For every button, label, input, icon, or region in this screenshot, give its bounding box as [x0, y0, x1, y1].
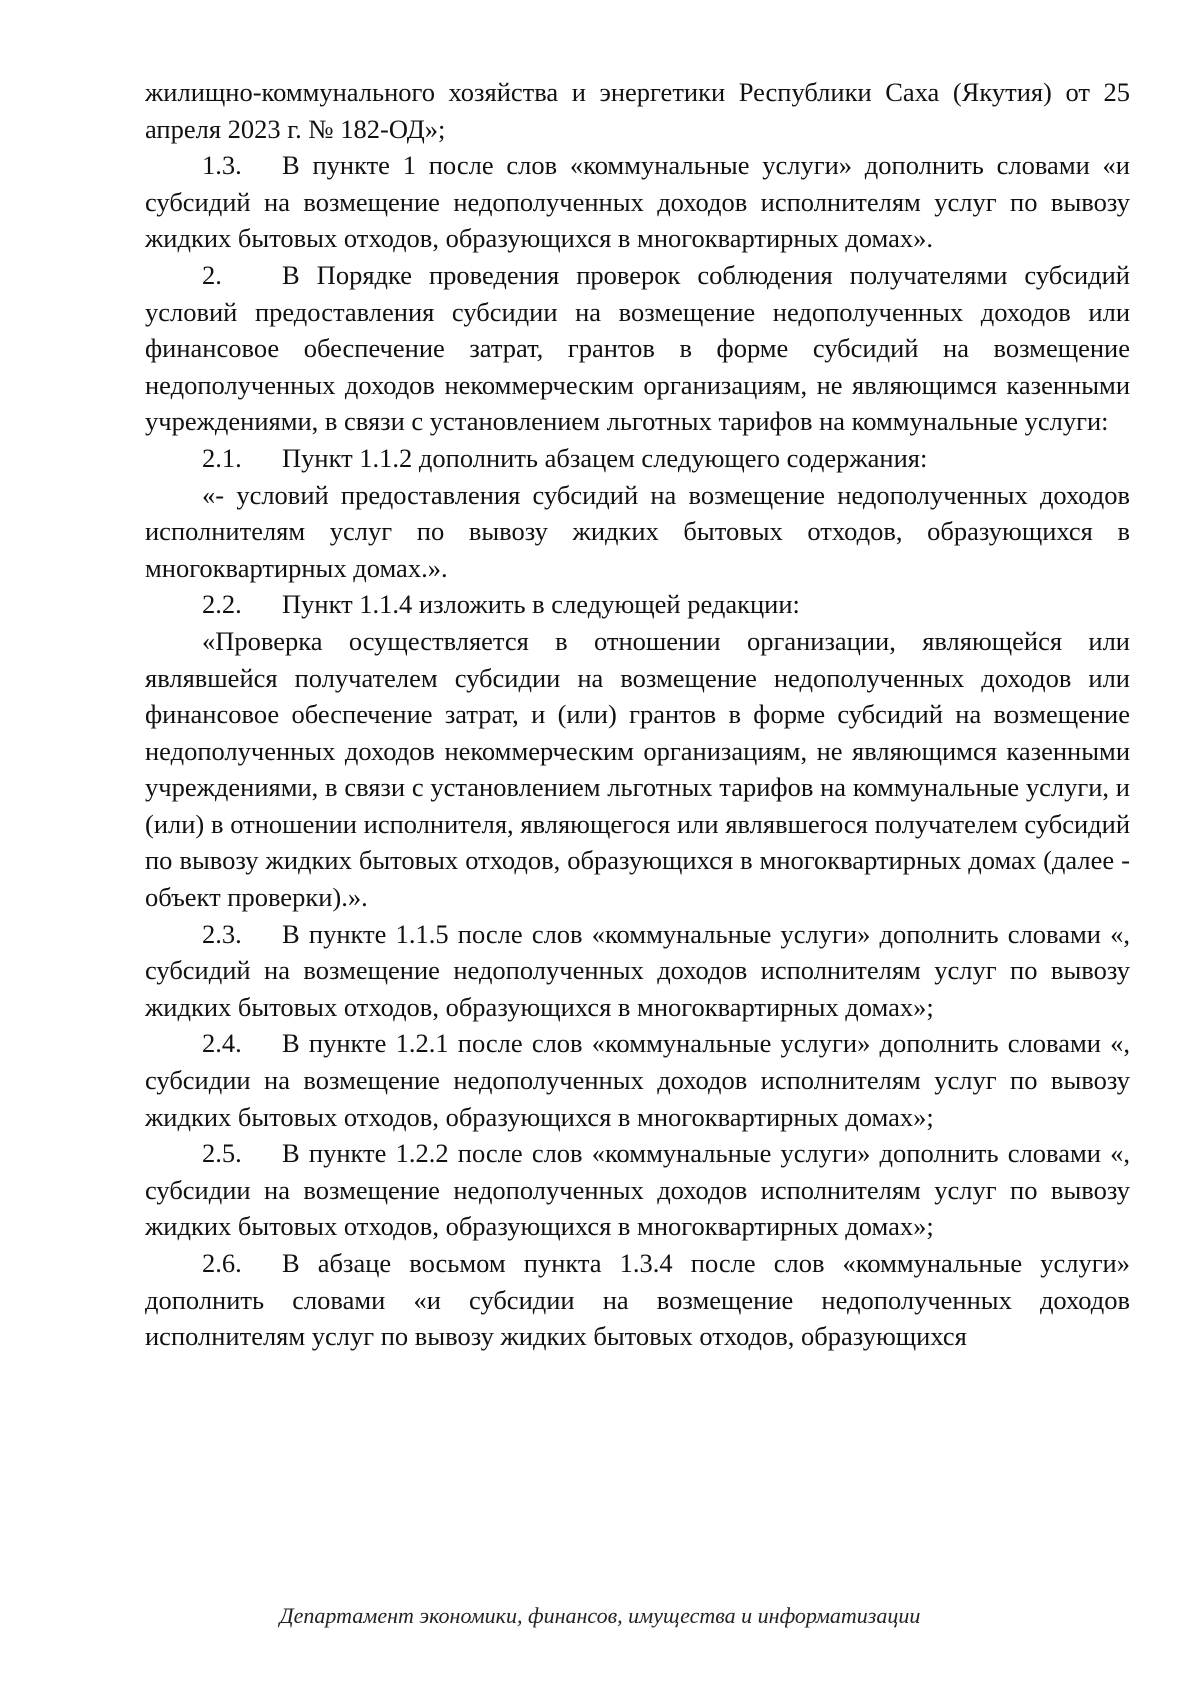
paragraph-number: 1.3.: [202, 150, 242, 181]
paragraph-number: 2.: [202, 259, 222, 290]
paragraph-text: В пункте 1.2.1 после слов «коммунальные услуги» дополнить словами «, субсидии на возмещение недополученных доходов исполнителям услуг по вывозу жидких бытовых отходов, образующихся в многоквартирных домах»;: [145, 1028, 1130, 1132]
paragraph-2-2-quote: [145, 623, 1130, 916]
paragraph-text: Пункт 1.1.2 дополнить абзацем следующего содержания:: [282, 442, 928, 473]
paragraph-text: «- условий предоставления субсидий на возмещение недополученных доходов исполнителям услуг по вывозу жидких бытовых отходов, образующихся в многоквартирных домах.».: [145, 479, 1130, 583]
paragraph-number: 2.3.: [202, 918, 242, 949]
paragraph-number: 2.1.: [202, 442, 242, 473]
paragraph-text: В Порядке проведения проверок соблюдения получателями субсидий условий предоставления субсидии на возмещение недополученных доходов или финансовое обеспечение затрат, грантов в форме субсидий на возмещение недополученных доходов некоммерческим организациям, не являющимся казенными учреждениями, в связи с установлением льготных тарифов на коммунальные услуги:: [145, 259, 1130, 437]
paragraph-1-3: [145, 147, 1130, 257]
paragraph-text: Пункт 1.1.4 изложить в следующей редакции:: [282, 589, 800, 620]
paragraph-2-1-quote: [145, 477, 1130, 587]
paragraph-text: «Проверка осуществляется в отношении организации, являющейся или являвшейся получателем субсидии на возмещение недополученных доходов или финансовое обеспечение затрат, и (или) грантов в форме субсидий на возмещение недополученных доходов некоммерческим организациям, не являющимся казенными учреждениями, в связи с установлением льготных тарифов на коммунальные услуги, и (или) в отношении исполнителя, являющегося или являвшегося получателем субсидий по вывозу жидких бытовых отходов, образующихся в многоквартирных домах (далее - объект проверки).».: [145, 625, 1130, 913]
paragraph-2-4: [145, 1025, 1130, 1135]
paragraph-2: [145, 257, 1130, 440]
paragraph-2-5: [145, 1135, 1130, 1245]
paragraph-number: 2.6.: [202, 1248, 242, 1278]
paragraph-text: В пункте 1.2.2 после слов «коммунальные услуги» дополнить словами «, субсидии на возмещение недополученных доходов исполнителям услуг по вывозу жидких бытовых отходов, образующихся в многоквартирных домах»;: [145, 1138, 1130, 1242]
paragraph-2-3: [145, 916, 1130, 1026]
paragraph-number: 2.2.: [202, 589, 242, 620]
page-footer: Департамент экономики, финансов, имущества и информатизации: [279, 1603, 921, 1628]
paragraph-2-6: [145, 1245, 1130, 1355]
paragraph-2-2: [145, 586, 1130, 623]
paragraph-number: 2.5.: [202, 1138, 242, 1169]
document-body: [145, 74, 1130, 1355]
paragraph-number: 2.4.: [202, 1028, 242, 1059]
paragraph-0: [145, 74, 1130, 147]
paragraph-text: В пункте 1 после слов «коммунальные услуги» дополнить словами «и субсидий на возмещение недополученных доходов исполнителям услуг по вывозу жидких бытовых отходов, образующихся в многоквартирных домах».: [145, 150, 1130, 254]
paragraph-text: В абзаце восьмом пункта 1.3.4 после слов «коммунальные услуги» дополнить словами «и субсидии на возмещение недополученных доходов исполнителям услуг по вывозу жидких бытовых отходов, образующихся: [145, 1248, 1130, 1352]
paragraph-2-1: [145, 440, 1130, 477]
paragraph-text: В пункте 1.1.5 после слов «коммунальные услуги» дополнить словами «, субсидий на возмещение недополученных доходов исполнителям услуг по вывозу жидких бытовых отходов, образующихся в многоквартирных домах»;: [145, 918, 1130, 1022]
paragraph-text: жилищно-коммунального хозяйства и энергетики Республики Саха (Якутия) от 25 апреля 2023 г. № 182-ОД»;: [145, 77, 1130, 144]
